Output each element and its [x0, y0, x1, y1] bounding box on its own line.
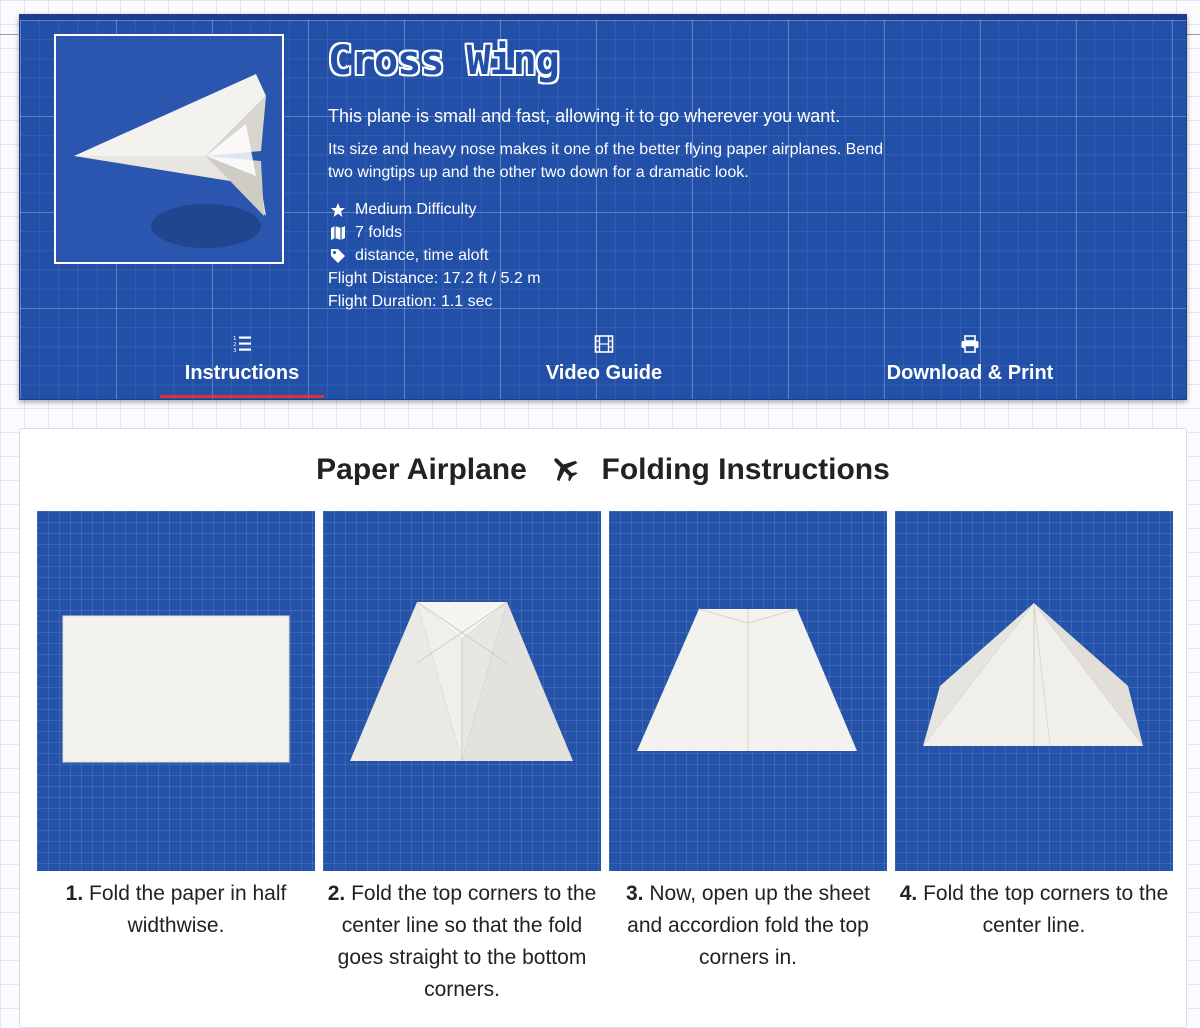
tab-video-guide[interactable] [524, 334, 684, 385]
folds-row [328, 221, 541, 244]
tab-download-print[interactable] [870, 334, 1070, 385]
step-3-number: 3. [625, 882, 644, 905]
step-4-image [895, 511, 1173, 871]
plane-header [19, 14, 1187, 400]
instructions-heading [20, 453, 1186, 487]
step-4-text: Fold the top corners to the center line. [923, 882, 1169, 937]
plane-title: Cross Wing [328, 38, 559, 84]
step-2-caption [323, 878, 601, 1006]
tag-icon [330, 248, 346, 264]
step-1 [37, 511, 315, 942]
step-1-caption [37, 878, 315, 942]
difficulty-text: Medium Difficulty [355, 201, 477, 218]
step-4-caption [895, 878, 1173, 942]
flight-distance: Flight Distance: 17.2 ft / 5.2 m [328, 270, 541, 287]
active-tab-underline [160, 395, 324, 398]
instructions-card [19, 428, 1187, 1028]
step-2-text: Fold the top corners to the center line so that the fold goes straight to the bottom corners. [337, 882, 597, 1001]
step-1-number: 1. [65, 882, 84, 905]
step-2-number: 2. [327, 882, 346, 905]
plane-lead: This plane is small and fast, allowing it to go wherever you want. [328, 106, 841, 126]
duration-row [328, 290, 541, 313]
tab-instructions-label: Instructions [184, 362, 300, 384]
printer-icon [960, 334, 980, 354]
tab-instructions[interactable] [160, 334, 324, 385]
plane-description: Its size and heavy nose makes it one of the better flying paper airplanes. Bend two wingtips up and the other two down for a dramatic look. [328, 141, 883, 181]
difficulty-row [328, 198, 541, 221]
distance-row [328, 267, 541, 290]
plane-photo [54, 34, 284, 264]
step-2 [323, 511, 601, 1006]
svg-text:1: 1 [233, 336, 237, 342]
svg-text:2: 2 [233, 342, 237, 348]
tab-download-print-label: Download & Print [886, 362, 1054, 384]
step-1-image [37, 511, 315, 871]
step-2-image [323, 511, 601, 871]
step-3-text: Now, open up the sheet and accordion fold the top corners in. [627, 882, 871, 969]
tags-text: distance, time aloft [355, 247, 489, 264]
step-4 [895, 511, 1173, 942]
tab-video-guide-label: Video Guide [545, 362, 663, 384]
instructions-heading-right: Folding Instructions [601, 453, 890, 486]
svg-text:3: 3 [233, 348, 237, 354]
ordered-list-icon [232, 334, 252, 354]
map-icon [330, 225, 346, 241]
star-icon [330, 202, 346, 218]
plane-tabs [20, 334, 1186, 400]
film-icon [594, 334, 614, 354]
airplane-icon [549, 453, 579, 483]
folds-text: 7 folds [355, 224, 403, 241]
page-rule-left [0, 34, 18, 35]
instructions-heading-left: Paper Airplane [316, 453, 527, 486]
step-4-number: 4. [899, 882, 918, 905]
step-3-caption [609, 878, 887, 974]
step-1-text: Fold the paper in half widthwise. [89, 882, 287, 937]
step-3-image [609, 511, 887, 871]
tags-row [328, 244, 541, 267]
plane-meta [328, 198, 541, 313]
step-3 [609, 511, 887, 974]
flight-duration: Flight Duration: 1.1 sec [328, 293, 493, 310]
